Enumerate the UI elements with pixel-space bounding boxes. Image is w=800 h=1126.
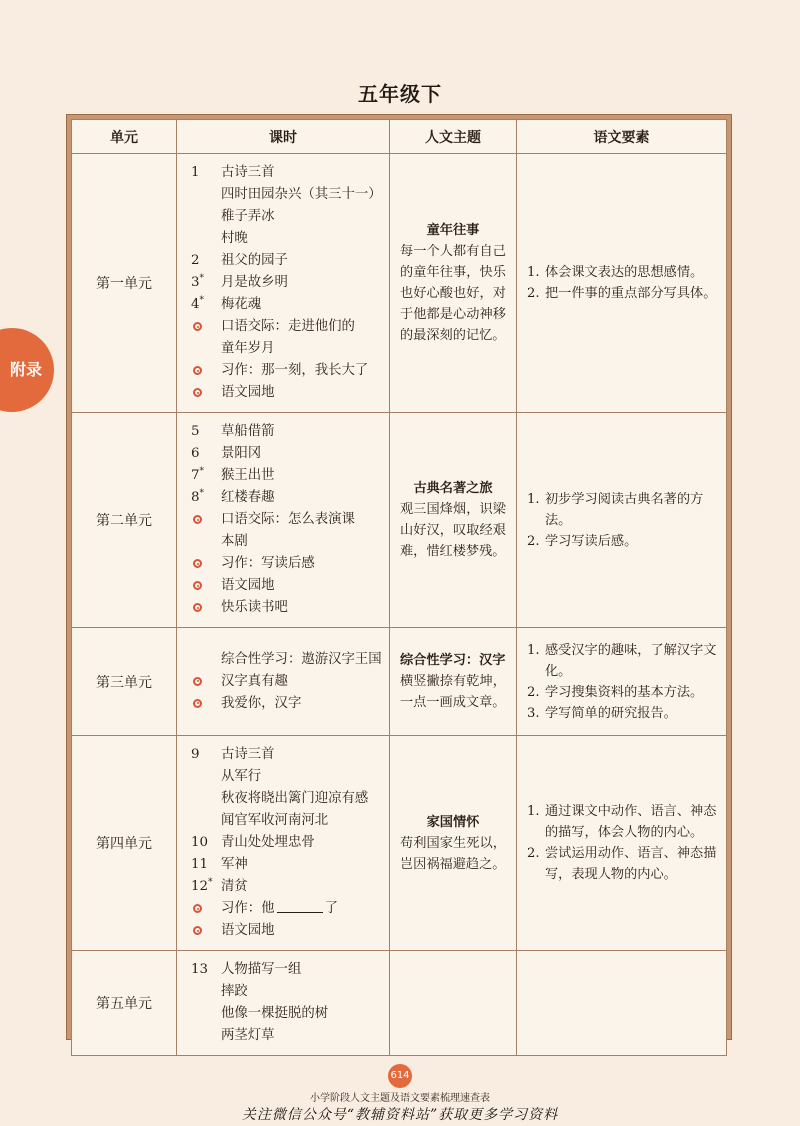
lesson-title: 口语交际：怎么表演课	[221, 512, 355, 527]
lesson-title: 从军行	[221, 769, 262, 784]
lesson-line	[191, 338, 385, 360]
lesson-marker	[191, 465, 221, 487]
lesson-marker	[191, 671, 221, 693]
lesson-marker	[191, 294, 221, 316]
lesson-marker	[191, 744, 221, 766]
lesson-marker	[191, 810, 221, 832]
bullet-circle-icon	[193, 603, 202, 612]
lesson-title: 红楼春趣	[221, 490, 275, 505]
optional-lesson-star: *	[199, 466, 205, 477]
unit-name: 第三单元	[72, 628, 177, 736]
element-number: 1.	[527, 804, 540, 819]
lesson-line	[191, 649, 385, 671]
elements-cell	[517, 736, 727, 951]
lesson-line	[191, 206, 385, 228]
lesson-marker	[191, 509, 221, 531]
unit-name: 第二单元	[72, 413, 177, 628]
promo-text: 关注微信公众号“教辅资料站”获取更多学习资料	[241, 1107, 559, 1123]
table-row	[72, 413, 727, 628]
lesson-marker	[191, 959, 221, 981]
lesson-title: 本剧	[221, 534, 248, 549]
lesson-title: 习作：写读后感	[221, 556, 315, 571]
lesson-marker	[191, 649, 221, 671]
theme-text: 横竖撇捺有乾坤，一点一画成文章。	[400, 674, 506, 710]
element-item	[527, 843, 718, 885]
table-header-row	[72, 120, 727, 154]
lesson-line	[191, 509, 385, 531]
lesson-marker	[191, 206, 221, 228]
lesson-line	[191, 465, 385, 487]
lesson-line	[191, 693, 385, 715]
lesson-marker	[191, 162, 221, 184]
element-item	[527, 283, 718, 304]
bullet-circle-icon	[193, 904, 202, 913]
lesson-title: 他像一棵挺脱的树	[221, 1006, 329, 1021]
lesson-marker	[191, 575, 221, 597]
lesson-marker	[191, 487, 221, 509]
lesson-marker	[191, 382, 221, 404]
lesson-marker	[191, 766, 221, 788]
lesson-title: 综合性学习：遨游汉字王国	[221, 651, 382, 667]
theme-cell	[390, 951, 517, 1056]
lesson-title: 月是故乡明	[221, 275, 288, 290]
bullet-circle-icon	[193, 677, 202, 686]
elements-cell	[517, 951, 727, 1056]
lesson-line	[191, 228, 385, 250]
table-row	[72, 951, 727, 1056]
page-number: 614	[388, 1064, 412, 1088]
lesson-cell	[177, 154, 390, 413]
table-row	[72, 154, 727, 413]
lesson-line	[191, 272, 385, 294]
lesson-marker	[191, 360, 221, 382]
lesson-number: 1	[191, 165, 200, 180]
element-number: 1.	[527, 265, 540, 280]
lesson-line	[191, 671, 385, 693]
lesson-marker	[191, 981, 221, 1003]
header-unit: 单元	[72, 120, 177, 154]
lesson-marker	[191, 228, 221, 250]
lesson-title: 村晚	[221, 231, 248, 246]
lesson-title: 习作：那一刻，我长大了	[221, 363, 369, 378]
theme-cell	[390, 736, 517, 951]
lesson-number: 7*	[191, 466, 205, 483]
lesson-title: 稚子弄冰	[221, 209, 275, 224]
bullet-circle-icon	[193, 388, 202, 397]
element-number: 2.	[527, 684, 540, 700]
theme-title: 综合性学习：汉字	[400, 653, 506, 668]
lesson-marker	[191, 876, 221, 898]
element-text: 学习搜集资料的基本方法。	[545, 684, 704, 700]
lesson-marker	[191, 272, 221, 294]
lesson-marker	[191, 1003, 221, 1025]
element-number: 2.	[527, 286, 540, 301]
lesson-number: 10	[191, 835, 209, 850]
optional-lesson-star: *	[208, 877, 213, 888]
lesson-line	[191, 294, 385, 316]
optional-lesson-star: *	[199, 295, 205, 306]
lesson-title: 草船借箭	[221, 424, 275, 439]
element-item	[527, 489, 718, 531]
lesson-line	[191, 162, 385, 184]
lesson-title: 语文园地	[221, 385, 275, 400]
element-text: 初步学习阅读古典名著的方法。	[545, 491, 704, 528]
lesson-line	[191, 382, 385, 404]
lesson-number: 12*	[191, 877, 213, 894]
theme-title: 童年往事	[426, 223, 480, 238]
lesson-line	[191, 854, 385, 876]
lesson-marker	[191, 421, 221, 443]
unit-name: 第五单元	[72, 951, 177, 1056]
optional-lesson-star: *	[199, 273, 205, 284]
lesson-title: 景阳冈	[221, 446, 262, 461]
lesson-line	[191, 959, 385, 981]
lesson-line	[191, 876, 385, 898]
lesson-line	[191, 421, 385, 443]
lesson-title: 闻官军收河南河北	[221, 813, 329, 828]
lesson-title: 古诗三首	[221, 165, 275, 180]
appendix-tab-label: 附录	[10, 360, 43, 379]
lesson-line	[191, 597, 385, 619]
lesson-title: 摔跤	[221, 984, 248, 999]
lesson-cell	[177, 951, 390, 1056]
bullet-circle-icon	[193, 322, 202, 331]
bullet-circle-icon	[193, 515, 202, 524]
element-text: 把一件事的重点部分写具体。	[545, 286, 717, 301]
lesson-title: 语文园地	[221, 923, 275, 938]
lesson-title: 习作：他	[221, 901, 275, 916]
lesson-line	[191, 316, 385, 338]
lesson-title: 口语交际：走进他们的	[221, 319, 355, 334]
lesson-line	[191, 832, 385, 854]
lesson-title: 秋夜将晓出篱门迎凉有感	[221, 791, 369, 806]
lesson-number: 4*	[191, 295, 205, 312]
lesson-line	[191, 487, 385, 509]
theme-cell	[390, 154, 517, 413]
table-frame	[66, 114, 732, 1043]
lesson-number: 2	[191, 253, 200, 268]
table-row	[72, 628, 727, 736]
lesson-marker	[191, 316, 221, 338]
header-lesson: 课时	[177, 120, 390, 154]
lesson-marker	[191, 443, 221, 465]
lesson-title: 军神	[221, 857, 248, 872]
lesson-marker	[191, 338, 221, 360]
table-row	[72, 736, 727, 951]
element-item	[527, 801, 718, 843]
bullet-circle-icon	[193, 699, 202, 708]
lesson-title: 我爱你，汉字	[221, 695, 302, 711]
lesson-cell	[177, 736, 390, 951]
lesson-title: 人物描写一组	[221, 962, 302, 977]
element-number: 1.	[527, 491, 540, 507]
lesson-title: 两茎灯草	[221, 1028, 275, 1043]
lesson-title: 清贫	[221, 879, 248, 894]
lesson-marker	[191, 898, 221, 920]
element-item	[527, 262, 718, 283]
lesson-title: 古诗三首	[221, 747, 275, 762]
lesson-line	[191, 553, 385, 575]
element-number: 2.	[527, 533, 540, 549]
lesson-marker	[191, 250, 221, 272]
theme-text: 苟利国家生死以，岂因祸福避趋之。	[400, 835, 506, 872]
element-text: 学写简单的研究报告。	[545, 705, 677, 721]
element-item	[527, 703, 718, 724]
elements-cell	[517, 154, 727, 413]
theme-text: 每一个人都有自己的童年往事，快乐也好心酸也好，对于他都是心动神移的最深刻的记忆。	[400, 244, 506, 343]
lesson-marker	[191, 553, 221, 575]
lesson-line	[191, 981, 385, 1003]
elements-cell	[517, 413, 727, 628]
lesson-line	[191, 766, 385, 788]
lesson-line	[191, 184, 385, 206]
theme-cell	[390, 628, 517, 736]
theme-title: 古典名著之旅	[413, 481, 493, 496]
lesson-marker	[191, 184, 221, 206]
element-number: 2.	[527, 846, 540, 861]
lesson-line	[191, 531, 385, 553]
element-text: 体会课文表达的思想感情。	[545, 265, 704, 280]
lesson-title: 青山处处埋忠骨	[221, 835, 315, 850]
lesson-title-suffix: 了	[324, 901, 338, 916]
lesson-number: 9	[191, 747, 200, 762]
optional-lesson-star: *	[199, 488, 205, 499]
element-text: 感受汉字的趣味，了解汉字文化。	[545, 642, 717, 679]
footer-caption: 小学阶段人文主题及语文要素梳理速查表	[310, 1093, 490, 1104]
lesson-number: 13	[191, 962, 209, 977]
lesson-marker	[191, 788, 221, 810]
element-number: 1.	[527, 642, 540, 658]
lesson-title: 猴王出世	[221, 468, 275, 483]
lesson-marker	[191, 531, 221, 553]
fill-blank-line	[277, 898, 323, 913]
lesson-title: 语文园地	[221, 578, 275, 593]
elements-cell	[517, 628, 727, 736]
lesson-line	[191, 744, 385, 766]
lesson-number: 8*	[191, 488, 205, 505]
lesson-title: 童年岁月	[221, 341, 275, 356]
lesson-line	[191, 443, 385, 465]
lesson-marker	[191, 854, 221, 876]
lesson-title: 汉字真有趣	[221, 673, 288, 689]
element-item	[527, 682, 718, 703]
header-theme: 人文主题	[390, 120, 517, 154]
header-elements: 语文要素	[517, 120, 727, 154]
lesson-number: 11	[191, 857, 209, 872]
bullet-circle-icon	[193, 559, 202, 568]
lesson-marker	[191, 693, 221, 715]
bullet-circle-icon	[193, 581, 202, 590]
lesson-line	[191, 810, 385, 832]
lesson-line	[191, 788, 385, 810]
element-text: 通过课文中动作、语言、神态的描写，体会人物的内心。	[545, 804, 717, 840]
lesson-title: 梅花魂	[221, 297, 262, 312]
page-title: 五年级下	[358, 82, 442, 106]
lesson-line	[191, 250, 385, 272]
lesson-marker	[191, 832, 221, 854]
lesson-title: 四时田园杂兴（其三十一）	[221, 187, 382, 202]
theme-title: 家国情怀	[426, 814, 480, 830]
lesson-marker	[191, 920, 221, 942]
unit-name: 第一单元	[72, 154, 177, 413]
element-item	[527, 640, 718, 682]
theme-cell	[390, 413, 517, 628]
lesson-line	[191, 898, 385, 920]
theme-text: 观三国烽烟，识梁山好汉，叹取经艰难，惜红楼梦残。	[400, 502, 506, 559]
unit-name: 第四单元	[72, 736, 177, 951]
bullet-circle-icon	[193, 926, 202, 935]
element-text: 尝试运用动作、语言、神态描写，表现人物的内心。	[545, 846, 717, 882]
lesson-number: 5	[191, 424, 200, 439]
element-item	[527, 531, 718, 552]
lesson-line	[191, 920, 385, 942]
element-text: 学习写读后感。	[545, 533, 638, 549]
lesson-cell	[177, 628, 390, 736]
lesson-marker	[191, 597, 221, 619]
lesson-number: 6	[191, 446, 200, 461]
lesson-marker	[191, 1025, 221, 1047]
lesson-line	[191, 1025, 385, 1047]
curriculum-table	[71, 119, 727, 1056]
lesson-line	[191, 575, 385, 597]
element-number: 3.	[527, 705, 540, 721]
lesson-line	[191, 1003, 385, 1025]
lesson-title: 祖父的园子	[221, 253, 288, 268]
bullet-circle-icon	[193, 366, 202, 375]
lesson-number: 3*	[191, 273, 205, 290]
lesson-line	[191, 360, 385, 382]
lesson-title: 快乐读书吧	[221, 600, 288, 615]
lesson-cell	[177, 413, 390, 628]
